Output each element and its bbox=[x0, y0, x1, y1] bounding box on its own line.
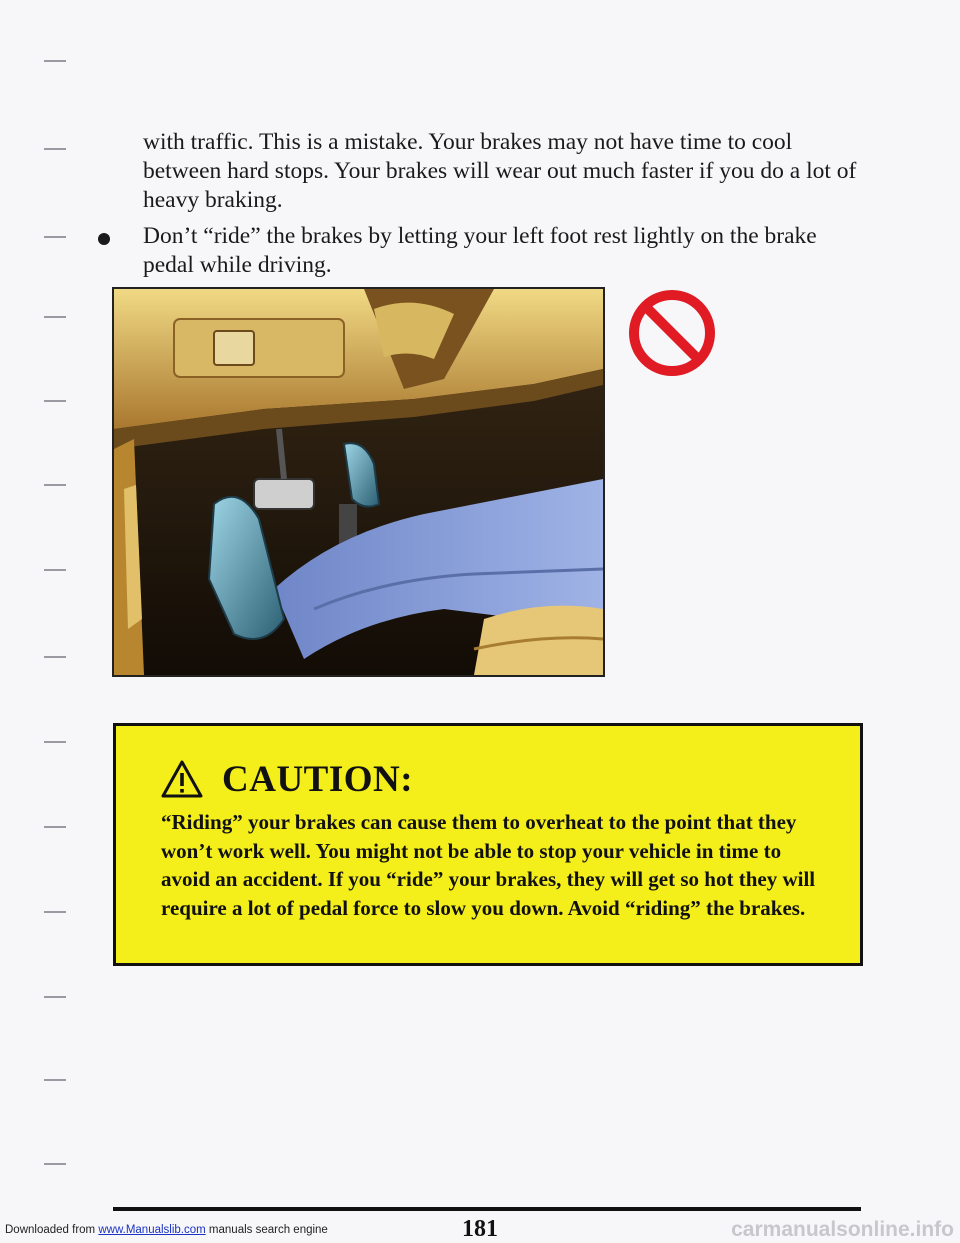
caution-title: CAUTION: bbox=[222, 758, 414, 800]
warning-triangle-icon bbox=[160, 759, 204, 799]
margin-tick bbox=[44, 316, 66, 318]
bullet-text: Don’t “ride” the brakes by letting your left foot rest lightly on the brake pedal while driving. bbox=[143, 223, 817, 278]
margin-tick bbox=[44, 996, 66, 998]
margin-tick bbox=[44, 741, 66, 743]
page-number: 181 bbox=[462, 1216, 498, 1242]
source-prefix: Downloaded from bbox=[5, 1224, 96, 1236]
footer-rule bbox=[113, 1207, 861, 1211]
download-source-note bbox=[5, 1224, 328, 1236]
brake-pedal-illustration bbox=[112, 287, 605, 677]
margin-tick bbox=[44, 656, 66, 658]
body-paragraph: with traffic. This is a mistake. Your brakes may not have time to cool between hard stops. Your brakes will wear out much faster if you do a lot of heavy braking. bbox=[143, 129, 857, 213]
manualslib-link[interactable]: www.Manualslib.com bbox=[98, 1224, 206, 1236]
caution-text: “Riding” your brakes can cause them to overheat to the point that they won’t work well. You might not be able to stop your vehicle in time to avoid an accident. If you “ride” your brakes, they will get so hot they will require a lot of pedal force to slow you down. Avoid “riding” the brakes. bbox=[161, 810, 816, 920]
foot-on-brake-drawing bbox=[114, 289, 603, 675]
caution-heading bbox=[160, 756, 413, 802]
margin-tick bbox=[44, 236, 66, 238]
margin-tick bbox=[44, 484, 66, 486]
margin-tick bbox=[44, 1163, 66, 1165]
margin-tick bbox=[44, 826, 66, 828]
no-symbol-icon bbox=[626, 287, 718, 379]
bullet-icon bbox=[98, 233, 110, 245]
margin-tick bbox=[44, 1079, 66, 1081]
caution-box bbox=[113, 723, 863, 966]
margin-tick bbox=[44, 60, 66, 62]
margin-tick bbox=[44, 400, 66, 402]
site-watermark: carmanualsonline.info bbox=[731, 1218, 954, 1241]
margin-tick bbox=[44, 569, 66, 571]
margin-tick bbox=[44, 911, 66, 913]
margin-tick bbox=[44, 148, 66, 150]
source-suffix: manuals search engine bbox=[208, 1224, 328, 1236]
